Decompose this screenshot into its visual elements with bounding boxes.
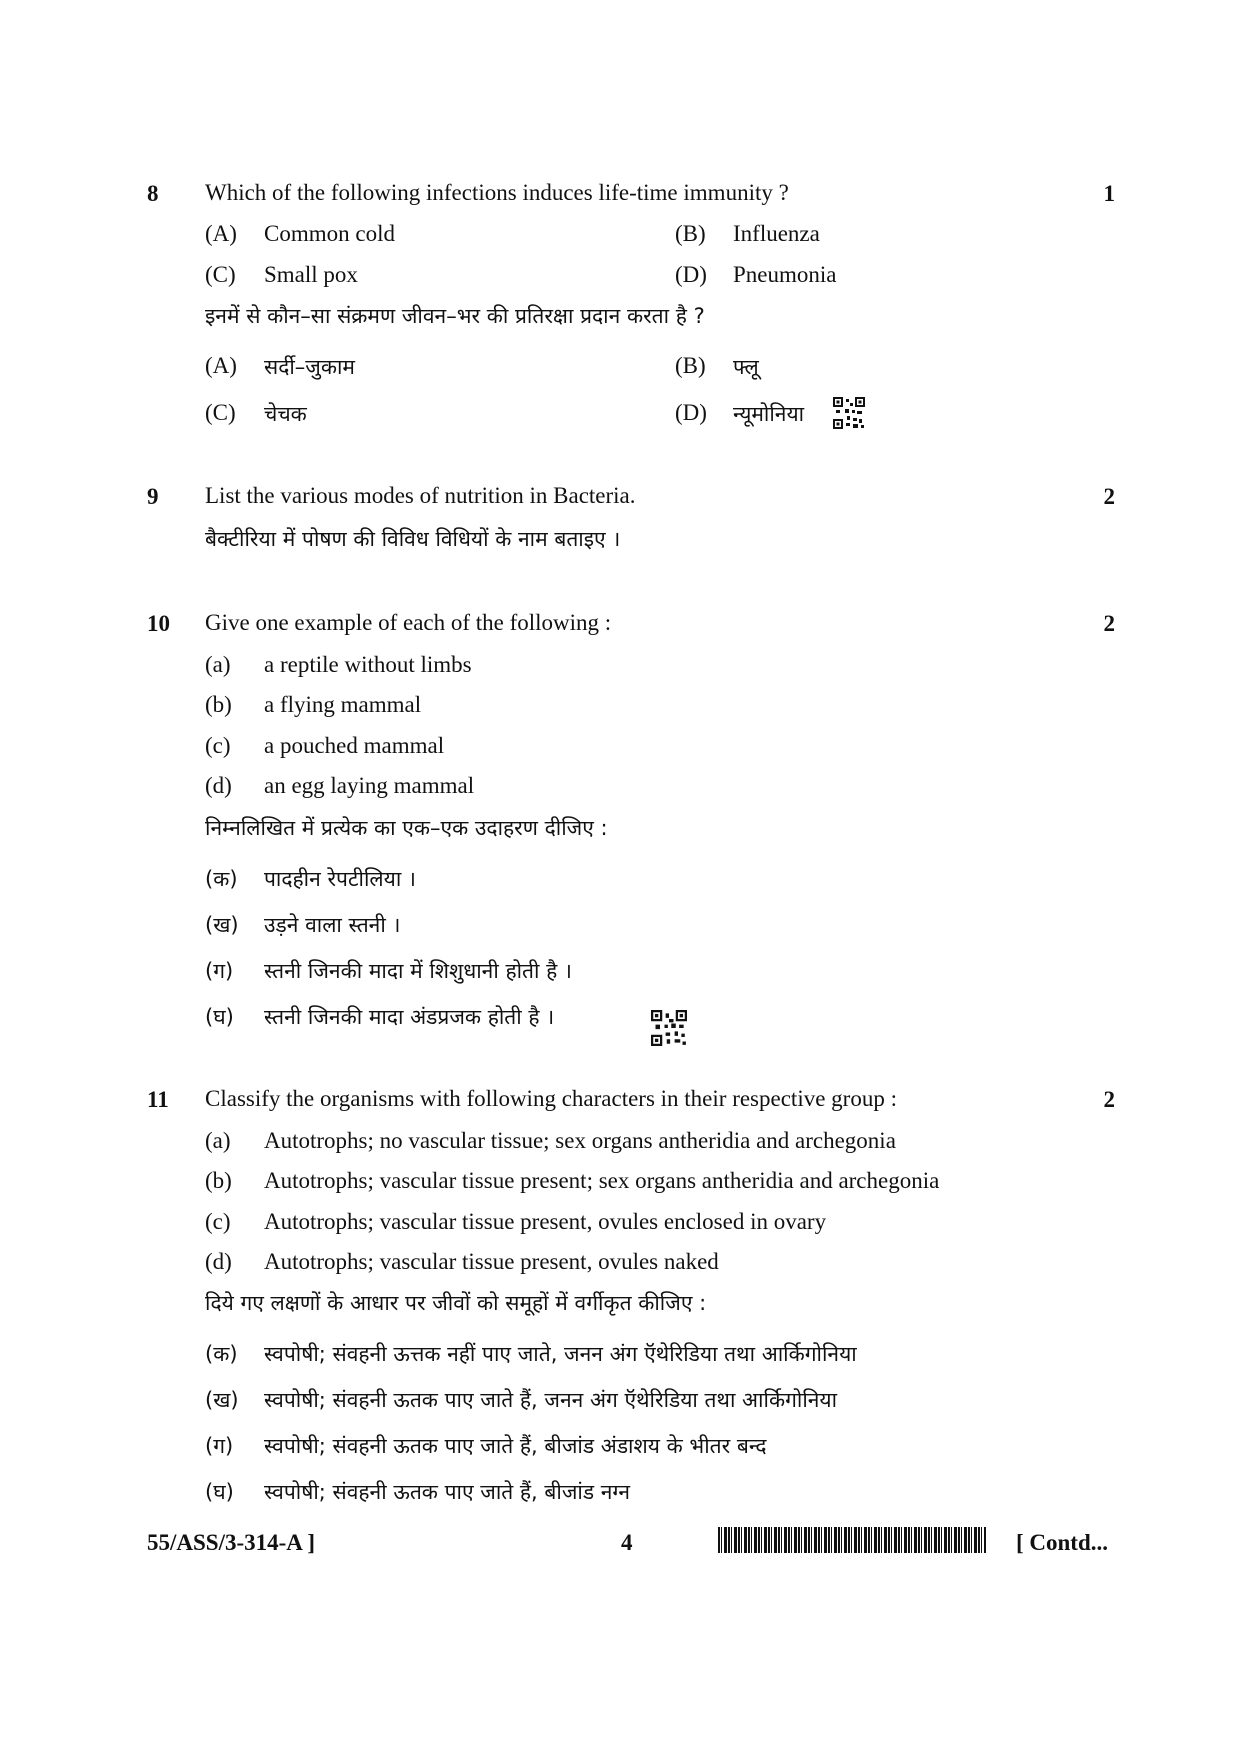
paper-code: 55/ASS/3-314-A ] [147, 1530, 316, 1555]
q10-en-item-b-label: (b) [205, 692, 232, 717]
q8-number: 8 [147, 181, 159, 206]
q11-en-item-b-text: Autotrophs; vascular tissue present; sex organs antheridia and archegonia [264, 1168, 940, 1193]
q11-en-item-b-label: (b) [205, 1168, 232, 1193]
q8-en-opt-c-label: (C) [205, 262, 236, 287]
q10-en-item-a-text: a reptile without limbs [264, 652, 472, 677]
q11-hi-item-ka-label: (क) [205, 1342, 238, 1366]
q8-hi-opt-a-label: (A) [205, 353, 237, 378]
q11-hi-item-gha-text: स्वपोषी; संवहनी ऊतक पाए जाते हैं, बीजांड नग्न [264, 1480, 630, 1504]
q10-marks: 2 [1103, 611, 1115, 636]
q10-en-question: Give one example of each of the following : [205, 610, 612, 635]
q11-en-item-a-text: Autotrophs; no vascular tissue; sex organs antheridia and archegonia [264, 1128, 896, 1153]
barcode [718, 1527, 986, 1553]
qr-code-icon [651, 1010, 687, 1046]
q10-en-item-a-label: (a) [205, 652, 231, 677]
q8-en-opt-a-text: Common cold [264, 221, 395, 246]
q10-hi-item-gha-label: (घ) [205, 1005, 234, 1029]
q8-hi-opt-d-label: (D) [675, 400, 707, 425]
q10-number: 10 [147, 611, 170, 636]
q8-en-opt-b-text: Influenza [733, 221, 820, 246]
q11-en-question: Classify the organisms with following characters in their respective group : [205, 1086, 897, 1111]
q11-number: 11 [147, 1087, 169, 1112]
q8-hi-opt-c-label: (C) [205, 400, 236, 425]
q8-en-opt-c-text: Small pox [264, 262, 358, 287]
q8-hi-opt-a-text: सर्दी–जुकाम [264, 355, 355, 379]
q10-hi-item-ka-label: (क) [205, 867, 238, 891]
qr-code-icon [833, 397, 865, 429]
q10-en-item-d-label: (d) [205, 773, 232, 798]
q9-number: 9 [147, 484, 159, 509]
q11-en-item-c-label: (c) [205, 1209, 231, 1234]
q8-hi-question: इनमें से कौन–सा संक्रमण जीवन–भर की प्रतिरक्षा प्रदान करता है ? [205, 304, 705, 328]
contd-label: [ Contd... [1016, 1530, 1109, 1555]
q8-hi-opt-c-text: चेचक [264, 402, 307, 426]
q10-hi-item-ga-text: स्तनी जिनकी मादा में शिशुधानी होती है । [264, 959, 572, 983]
q8-en-opt-a-label: (A) [205, 221, 237, 246]
q10-hi-item-gha-text: स्तनी जिनकी मादा अंडप्रजक होती है । [264, 1005, 555, 1029]
page-number: 4 [621, 1530, 633, 1555]
q9-marks: 2 [1103, 484, 1115, 509]
q10-hi-item-ka-text: पादहीन रेपटीलिया । [264, 867, 416, 891]
q11-hi-item-kha-label: (ख) [205, 1388, 239, 1412]
q11-hi-item-kha-text: स्वपोषी; संवहनी ऊतक पाए जाते हैं, जनन अंग ऍथेरिडिया तथा आर्किगोनिया [264, 1388, 838, 1412]
q10-en-item-d-text: an egg laying mammal [264, 773, 475, 798]
q8-hi-opt-b-label: (B) [675, 353, 706, 378]
q11-hi-question: दिये गए लक्षणों के आधार पर जीवों को समूहों में वर्गीकृत कीजिए : [205, 1291, 707, 1315]
q8-en-question: Which of the following infections induces life-time immunity ? [205, 180, 789, 205]
q10-en-item-c-label: (c) [205, 733, 231, 758]
q8-hi-opt-b-text: फ्लू [733, 355, 759, 379]
q10-hi-item-ga-label: (ग) [205, 959, 234, 983]
q10-hi-question: निम्नलिखित में प्रत्येक का एक–एक उदाहरण दीजिए : [205, 816, 608, 840]
q10-hi-item-kha-text: उड़ने वाला स्तनी । [264, 913, 401, 937]
q10-en-item-b-text: a flying mammal [264, 692, 422, 717]
q10-hi-item-kha-label: (ख) [205, 913, 239, 937]
q8-en-opt-d-label: (D) [675, 262, 707, 287]
q9-hi-question: बैक्टीरिया में पोषण की विविध विधियों के नाम बताइए । [205, 527, 621, 551]
q11-en-item-d-label: (d) [205, 1249, 232, 1274]
q8-en-opt-d-text: Pneumonia [733, 262, 837, 287]
q11-en-item-c-text: Autotrophs; vascular tissue present, ovules enclosed in ovary [264, 1209, 827, 1234]
q11-hi-item-gha-label: (घ) [205, 1480, 234, 1504]
q11-hi-item-ga-label: (ग) [205, 1434, 234, 1458]
q11-en-item-d-text: Autotrophs; vascular tissue present, ovules naked [264, 1249, 719, 1274]
q10-en-item-c-text: a pouched mammal [264, 733, 445, 758]
q8-marks: 1 [1103, 181, 1115, 206]
q9-en-question: List the various modes of nutrition in Bacteria. [205, 483, 636, 508]
q11-en-item-a-label: (a) [205, 1128, 231, 1153]
q8-hi-opt-d-text: न्यूमोनिया [733, 402, 805, 426]
q8-en-opt-b-label: (B) [675, 221, 706, 246]
q11-hi-item-ga-text: स्वपोषी; संवहनी ऊतक पाए जाते हैं, बीजांड अंडाशय के भीतर बन्द [264, 1434, 767, 1458]
q11-marks: 2 [1103, 1087, 1115, 1112]
q11-hi-item-ka-text: स्वपोषी; संवहनी ऊत्तक नहीं पाए जाते, जनन अंग ऍथेरिडिया तथा आर्किगोनिया [264, 1342, 857, 1366]
